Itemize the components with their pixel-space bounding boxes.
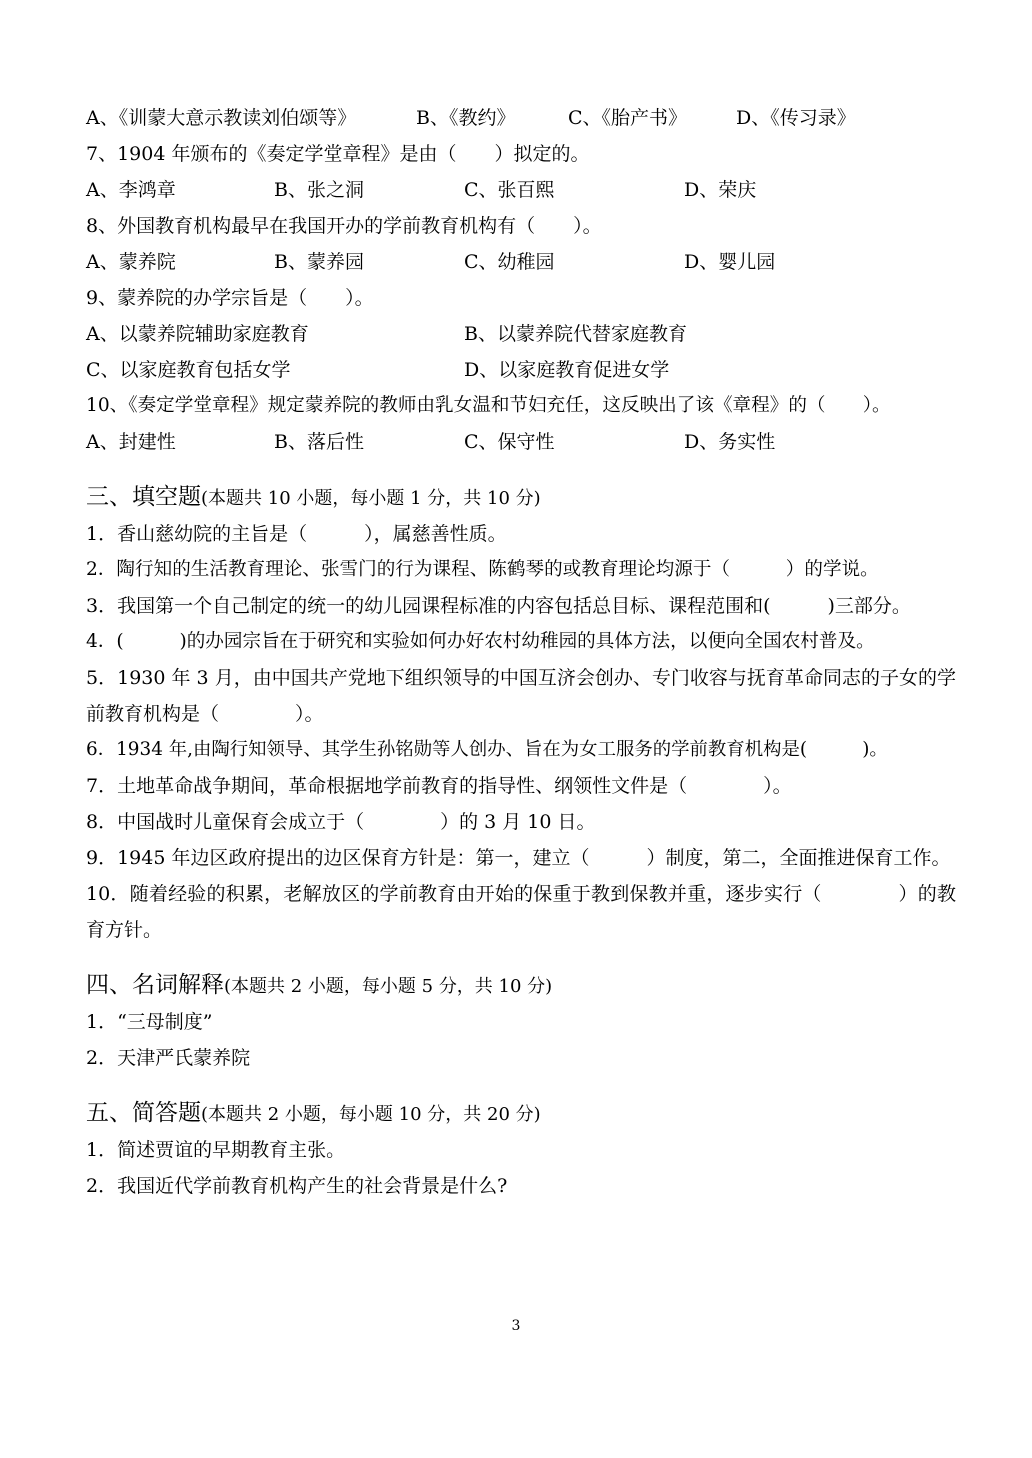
terms-note: (本题共 2 小题，每小题 5 分，共 10 分) [224, 976, 553, 997]
fill-item-10: 10．随着经验的积累，老解放区的学前教育由开始的保重于教到保教并重，逐步实行（ ）的教育方针。 [86, 883, 956, 941]
q6-option-a: A、《训蒙大意示教读刘伯颂等》 [86, 107, 357, 129]
question-9: 9、蒙养院的办学宗旨是（ ）。 [86, 287, 374, 309]
q9-options-row2 [86, 352, 956, 388]
term-item-1: 1．“三母制度” [86, 1011, 213, 1033]
question-8: 8、外国教育机构最早在我国开办的学前教育机构有（ ）。 [86, 215, 602, 237]
q6-options [86, 100, 956, 136]
fill-item-3: 3．我国第一个自己制定的统一的幼儿园课程标准的内容包括总目标、课程范围和( )三部分。 [86, 595, 911, 617]
q9-option-b: B、以蒙养院代替家庭教育 [464, 323, 687, 345]
terms-section-heading [86, 966, 956, 1004]
q10-option-b: B、落后性 [274, 431, 364, 453]
fill-item-1: 1．香山慈幼院的主旨是（ ），属慈善性质。 [86, 523, 507, 545]
fill-item-2: 2．陶行知的生活教育理论、张雪门的行为课程、陈鹤琴的或教育理论均源于（ ）的学说。 [86, 559, 879, 580]
exam-page [86, 100, 956, 1204]
short-heading: 五、简答题 [86, 1100, 201, 1126]
q6-option-c: C、《胎产书》 [568, 107, 688, 129]
q8-option-c: C、幼稚园 [464, 251, 555, 273]
question-10: 10、《奏定学堂章程》规定蒙养院的教师由乳女温和节妇充任，这反映出了该《章程》的（ ）。 [86, 395, 891, 416]
q7-option-b: B、张之洞 [274, 179, 364, 201]
question-7: 7、1904 年颁布的《奏定学堂章程》是由（ ）拟定的。 [86, 143, 590, 165]
fill-item-9: 9．1945 年边区政府提出的边区保育方针是：第一，建立（ ）制度，第二，全面推进保育工作。 [86, 847, 951, 869]
q7-option-a: A、李鸿章 [86, 179, 176, 201]
q6-option-d: D、《传习录》 [736, 107, 856, 129]
q8-option-a: A、蒙养院 [86, 251, 176, 273]
page-number: 3 [511, 1318, 521, 1334]
short-section-heading [86, 1094, 956, 1132]
q8-option-b: B、蒙养园 [274, 251, 364, 273]
short-note: (本题共 2 小题，每小题 10 分，共 20 分) [201, 1104, 541, 1125]
q8-options [86, 244, 956, 280]
q10-option-d: D、务实性 [684, 431, 776, 453]
fill-item-5: 5．1930 年 3 月，由中国共产党地下组织领导的中国互济会创办、专门收容与抚育革命同志的子女的学前教育机构是（ ）。 [86, 667, 956, 725]
q7-options [86, 172, 956, 208]
short-item-2: 2．我国近代学前教育机构产生的社会背景是什么? [86, 1175, 508, 1197]
short-item-1: 1．简述贾谊的早期教育主张。 [86, 1139, 346, 1161]
terms-heading: 四、名词解释 [86, 972, 224, 998]
q9-option-a: A、以蒙养院辅助家庭教育 [86, 323, 309, 345]
term-item-2: 2．天津严氏蒙养院 [86, 1047, 251, 1069]
fill-item-4: 4．( )的办园宗旨在于研究和实验如何办好农村幼稚园的具体方法，以便向全国农村普及。 [86, 631, 875, 652]
fill-heading: 三、填空题 [86, 484, 201, 510]
q6-option-b: B、《教约》 [416, 107, 516, 129]
q10-option-a: A、封建性 [86, 431, 176, 453]
fill-section-heading [86, 478, 956, 516]
fill-note: (本题共 10 小题，每小题 1 分，共 10 分) [201, 488, 541, 509]
fill-item-8: 8．中国战时儿童保育会成立于（ ）的 3 月 10 日。 [86, 811, 596, 833]
q10-options [86, 424, 956, 460]
q9-option-c: C、以家庭教育包括女学 [86, 359, 291, 381]
q9-options-row1 [86, 316, 956, 352]
q9-option-d: D、以家庭教育促进女学 [464, 359, 670, 381]
fill-item-7: 7．土地革命战争期间，革命根据地学前教育的指导性、纲领性文件是（ ）。 [86, 775, 792, 797]
fill-item-6: 6．1934 年,由陶行知领导、其学生孙铭勋等人创办、旨在为女工服务的学前教育机构是( )。 [86, 739, 888, 760]
q10-option-c: C、保守性 [464, 431, 555, 453]
q8-option-d: D、婴儿园 [684, 251, 776, 273]
q7-option-d: D、荣庆 [684, 179, 757, 201]
q7-option-c: C、张百熙 [464, 179, 555, 201]
